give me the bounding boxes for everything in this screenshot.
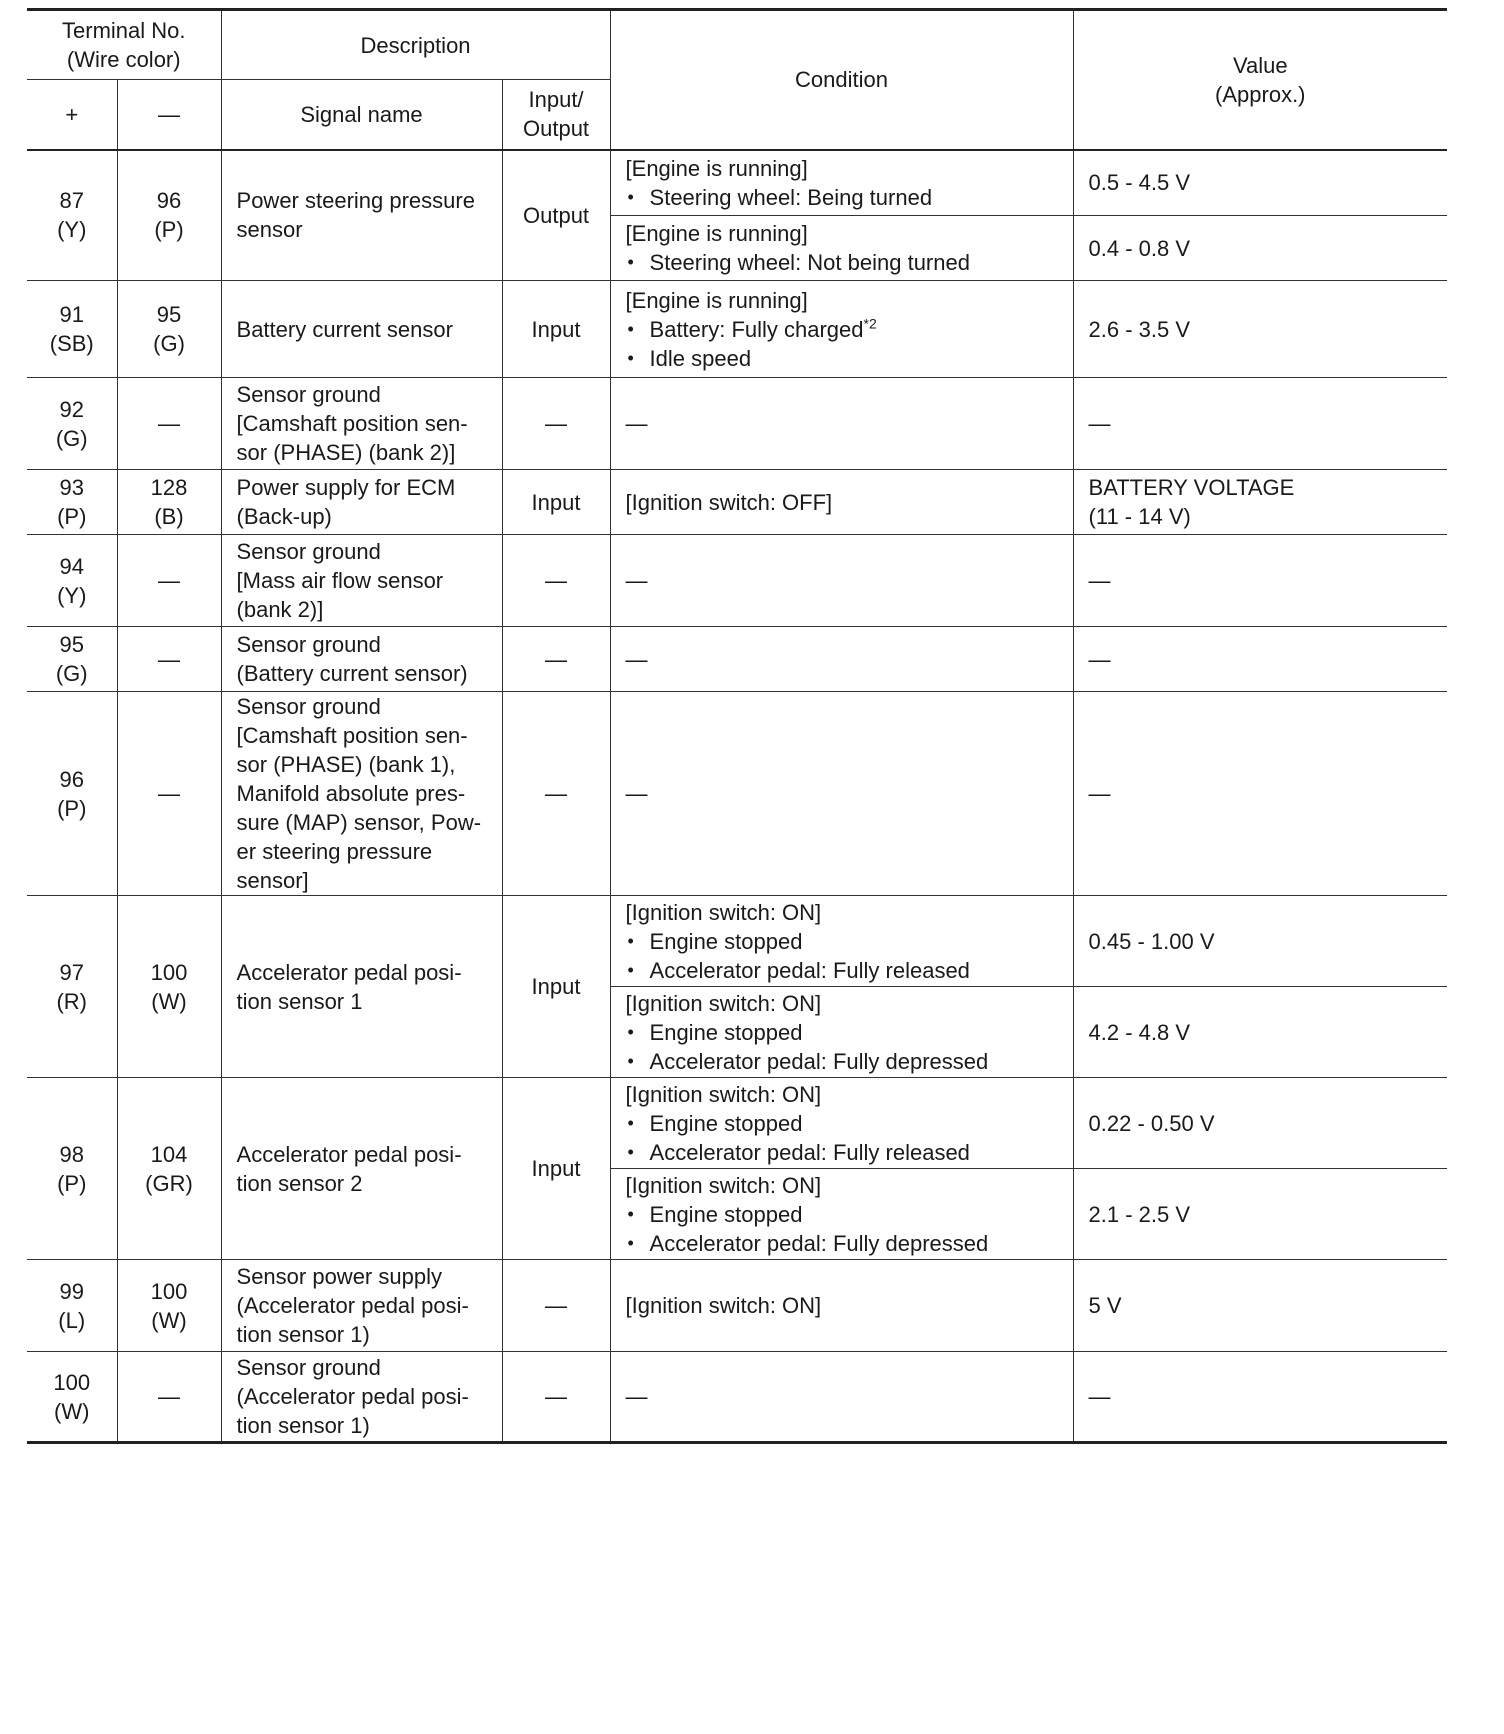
table-row — [27, 896, 1447, 987]
value-cell — [1073, 896, 1447, 987]
signal-name-line: Sensor ground — [236, 632, 381, 657]
condition-cell — [610, 896, 1073, 987]
io-cell — [502, 1078, 610, 1260]
signal-name-line: sor (PHASE) (bank 1), — [236, 752, 456, 777]
table-row — [27, 627, 1447, 692]
terminal-wire-color: (GR) — [145, 1170, 193, 1196]
terminal-number: 92 — [59, 396, 84, 422]
condition-head: [Ignition switch: ON] — [625, 1293, 822, 1318]
io-cell — [502, 470, 610, 535]
signal-name-line: er steering pressure — [236, 839, 433, 864]
terminal-header: Terminal No. (Wire color) — [27, 10, 221, 80]
condition-bullet-text: Accelerator pedal: Fully released — [649, 1139, 970, 1165]
condition-bullet-text: Engine stopped — [649, 1019, 803, 1045]
io-value: — — [545, 411, 568, 436]
io-value: Input — [531, 974, 581, 999]
signal-name-line: tion sensor 1 — [236, 988, 363, 1014]
condition-head: [Engine is running] — [625, 287, 808, 313]
terminal-number: — — [158, 646, 180, 672]
terminal-wire-color: (Y) — [57, 582, 87, 608]
condition-cell — [610, 535, 1073, 627]
signal-name-cell — [221, 150, 502, 281]
signal-name-line: Sensor ground — [236, 382, 381, 407]
condition-head: — — [625, 781, 648, 806]
signal-name-line: sensor — [236, 217, 303, 243]
signal-name-line: sensor] — [236, 868, 309, 893]
terminal-number: — — [158, 781, 180, 806]
condition-cell — [610, 1260, 1073, 1352]
value-cell — [1073, 692, 1447, 896]
table-row — [27, 535, 1447, 627]
condition-head: [Ignition switch: ON] — [625, 899, 822, 925]
terminal-number: 97 — [59, 959, 84, 985]
terminal-wire-color: (Y) — [57, 217, 87, 243]
value-cell — [1073, 1169, 1447, 1260]
value-line: 2.6 - 3.5 V — [1088, 316, 1191, 342]
terminal-plus-cell — [27, 378, 117, 470]
signal-name-cell — [221, 1260, 502, 1352]
terminal-number: 95 — [59, 632, 84, 657]
condition-bullet-text: Accelerator pedal: Fully depressed — [649, 1048, 989, 1074]
condition-cell — [610, 692, 1073, 896]
signal-name-cell — [221, 535, 502, 627]
terminal-plus-cell — [27, 535, 117, 627]
signal-name-line: (Accelerator pedal posi- — [236, 1384, 469, 1409]
value-line: 0.45 - 1.00 V — [1088, 928, 1215, 954]
terminal-number: 100 — [150, 1278, 188, 1304]
signal-name-line: [Camshaft position sen- — [236, 723, 468, 748]
terminal-plus-cell — [27, 1078, 117, 1260]
table-row — [27, 150, 1447, 216]
footnote-mark: *2 — [863, 315, 877, 332]
terminal-wire-color: (SB) — [49, 331, 94, 356]
value-line: BATTERY VOLTAGE — [1088, 475, 1295, 500]
description-header: Description — [221, 10, 610, 80]
terminal-minus-cell — [117, 378, 221, 470]
condition-bullet — [626, 927, 1058, 956]
condition-head: — — [625, 411, 648, 436]
value-cell — [1073, 378, 1447, 470]
io-header: Input/ Output — [502, 80, 610, 150]
condition-cell — [610, 627, 1073, 692]
condition-cell — [610, 1169, 1073, 1260]
terminal-number: 96 — [59, 766, 84, 792]
condition-cell — [610, 987, 1073, 1078]
condition-cell — [610, 378, 1073, 470]
io-cell — [502, 281, 610, 378]
signal-name-line: sure (MAP) sensor, Pow- — [236, 810, 482, 835]
signal-name-line: Power steering pressure — [236, 188, 475, 214]
signal-name-line: Sensor ground — [236, 694, 381, 719]
condition-head: — — [625, 646, 648, 672]
terminal-plus-cell — [27, 150, 117, 281]
condition-bullet — [626, 1138, 1058, 1167]
condition-bullet — [626, 1229, 1058, 1258]
terminal-number: — — [158, 411, 180, 436]
signal-name-line: Sensor ground — [236, 539, 381, 564]
signal-name-cell — [221, 692, 502, 896]
table-row — [27, 378, 1447, 470]
condition-bullet-text: Engine stopped — [649, 928, 803, 954]
io-value: — — [545, 646, 568, 672]
terminal-plus-cell — [27, 281, 117, 378]
signal-name-line: [Mass air flow sensor — [236, 568, 444, 593]
value-line: 0.5 - 4.5 V — [1088, 170, 1191, 196]
condition-head: [Ignition switch: ON] — [625, 1081, 822, 1107]
value-line: — — [1088, 411, 1111, 436]
condition-cell — [610, 281, 1073, 378]
signal-name-cell — [221, 896, 502, 1078]
condition-cell — [610, 1352, 1073, 1443]
condition-head: — — [625, 1384, 648, 1409]
terminal-plus-cell — [27, 1260, 117, 1352]
value-line: — — [1088, 1384, 1111, 1409]
minus-header: — — [117, 80, 221, 150]
signal-name-line: Accelerator pedal posi- — [236, 1141, 462, 1167]
terminal-number: — — [158, 568, 180, 593]
signal-name-line: sor (PHASE) (bank 2)] — [236, 440, 456, 465]
terminal-wire-color: (P) — [57, 795, 87, 821]
io-value: — — [545, 568, 568, 593]
io-value: Input — [531, 1156, 581, 1181]
io-value: — — [545, 1293, 568, 1318]
terminal-wire-color: (W) — [54, 1398, 90, 1424]
io-value: — — [545, 781, 568, 806]
terminal-minus-cell — [117, 627, 221, 692]
table-header — [27, 10, 1447, 150]
value-line: 2.1 - 2.5 V — [1088, 1201, 1191, 1227]
terminal-wire-color: (G) — [55, 425, 88, 451]
terminal-plus-cell — [27, 627, 117, 692]
signal-name-cell — [221, 1352, 502, 1443]
terminal-spec-table — [27, 8, 1447, 1444]
terminal-number: 104 — [150, 1141, 188, 1167]
signal-name-cell — [221, 281, 502, 378]
table-body — [27, 150, 1447, 1443]
terminal-minus-cell — [117, 470, 221, 535]
condition-head: [Ignition switch: ON] — [625, 1172, 822, 1198]
condition-cell — [610, 470, 1073, 535]
table-row — [27, 1260, 1447, 1352]
signal-name-line: Battery current sensor — [236, 316, 453, 342]
signal-name-cell — [221, 1078, 502, 1260]
value-line: — — [1088, 781, 1111, 806]
signal-name-line: tion sensor 1) — [236, 1322, 370, 1347]
condition-cell — [610, 150, 1073, 216]
condition-bullet — [626, 344, 1058, 373]
io-value: Output — [523, 202, 590, 228]
condition-bullet-text: Engine stopped — [649, 1110, 803, 1136]
table-row — [27, 1078, 1447, 1169]
condition-bullet — [626, 1200, 1058, 1229]
io-cell — [502, 692, 610, 896]
terminal-plus-cell — [27, 692, 117, 896]
signal-name-line: Accelerator pedal posi- — [236, 959, 462, 985]
signal-name-line: Manifold absolute pres- — [236, 781, 466, 806]
value-line: 0.22 - 0.50 V — [1088, 1110, 1215, 1136]
table-row — [27, 281, 1447, 378]
value-cell — [1073, 1078, 1447, 1169]
condition-head: [Engine is running] — [625, 155, 808, 181]
value-line: — — [1088, 568, 1111, 593]
value-cell — [1073, 987, 1447, 1078]
value-cell — [1073, 150, 1447, 216]
signal-name-line: (Accelerator pedal posi- — [236, 1293, 469, 1318]
io-value: — — [545, 1384, 568, 1409]
value-line: 4.2 - 4.8 V — [1088, 1019, 1191, 1045]
terminal-number: — — [158, 1384, 180, 1409]
condition-bullet — [626, 248, 1058, 277]
plus-header: + — [27, 80, 117, 150]
value-cell — [1073, 1260, 1447, 1352]
terminal-number: 99 — [59, 1278, 84, 1304]
terminal-number: 100 — [150, 959, 188, 985]
condition-bullet-text: Battery: Fully charged — [649, 316, 864, 342]
condition-head: [Ignition switch: ON] — [625, 990, 822, 1016]
table-row — [27, 1352, 1447, 1443]
signal-name-line: Power supply for ECM — [236, 475, 456, 500]
io-cell — [502, 627, 610, 692]
value-cell — [1073, 216, 1447, 281]
terminal-number: 100 — [53, 1369, 91, 1395]
terminal-wire-color: (G) — [153, 331, 185, 356]
signal-name-line: (bank 2)] — [236, 597, 324, 622]
terminal-number: 96 — [156, 188, 182, 214]
value-line: 0.4 - 0.8 V — [1088, 235, 1191, 261]
condition-bullet — [626, 183, 1058, 212]
signal-name-line: tion sensor 1) — [236, 1413, 370, 1438]
terminal-wire-color: (W) — [151, 988, 187, 1014]
condition-bullet — [626, 1018, 1058, 1047]
value-header: Value (Approx.) — [1073, 10, 1447, 150]
condition-cell — [610, 216, 1073, 281]
io-value: Input — [531, 489, 581, 515]
terminal-wire-color: (W) — [151, 1307, 187, 1333]
condition-head: — — [625, 568, 648, 593]
condition-bullet-text: Accelerator pedal: Fully depressed — [649, 1230, 989, 1256]
terminal-number: 91 — [59, 302, 84, 327]
terminal-plus-cell — [27, 470, 117, 535]
io-cell — [502, 378, 610, 470]
terminal-number: 128 — [150, 475, 188, 500]
condition-bullet-text: Steering wheel: Not being turned — [649, 250, 970, 275]
condition-bullet — [626, 1109, 1058, 1138]
value-cell — [1073, 1352, 1447, 1443]
terminal-number: 93 — [59, 475, 84, 500]
condition-bullet — [626, 956, 1058, 985]
io-cell — [502, 150, 610, 281]
io-cell — [502, 896, 610, 1078]
terminal-minus-cell — [117, 281, 221, 378]
condition-head: [Engine is running] — [625, 221, 808, 246]
terminal-minus-cell — [117, 1078, 221, 1260]
terminal-minus-cell — [117, 1352, 221, 1443]
value-line: (11 - 14 V) — [1088, 504, 1191, 529]
io-cell — [502, 535, 610, 627]
condition-bullet-text: Engine stopped — [649, 1201, 803, 1227]
terminal-wire-color: (P) — [57, 504, 87, 529]
condition-bullet — [626, 1047, 1058, 1076]
condition-header: Condition — [610, 10, 1073, 150]
terminal-plus-cell — [27, 1352, 117, 1443]
condition-bullet — [626, 315, 1058, 344]
terminal-wire-color: (G) — [55, 661, 88, 686]
terminal-plus-cell — [27, 896, 117, 1078]
signal-name-line: [Camshaft position sen- — [236, 411, 468, 436]
terminal-minus-cell — [117, 150, 221, 281]
value-cell — [1073, 627, 1447, 692]
table-row — [27, 692, 1447, 896]
terminal-minus-cell — [117, 1260, 221, 1352]
signal-name-header: Signal name — [221, 80, 502, 150]
value-line: 5 V — [1088, 1293, 1122, 1318]
terminal-wire-color: (P) — [154, 217, 184, 243]
table-row — [27, 470, 1447, 535]
value-line: — — [1088, 646, 1111, 672]
terminal-minus-cell — [117, 896, 221, 1078]
signal-name-line: tion sensor 2 — [236, 1170, 363, 1196]
condition-bullet-text: Idle speed — [649, 345, 752, 371]
terminal-number: 95 — [156, 302, 182, 327]
value-cell — [1073, 281, 1447, 378]
terminal-minus-cell — [117, 692, 221, 896]
signal-name-cell — [221, 378, 502, 470]
terminal-number: 87 — [59, 188, 84, 214]
terminal-minus-cell — [117, 535, 221, 627]
io-cell — [502, 1352, 610, 1443]
signal-name-line: (Battery current sensor) — [236, 661, 468, 686]
terminal-wire-color: (L) — [58, 1307, 86, 1333]
terminal-wire-color: (P) — [57, 1170, 87, 1196]
io-value: Input — [531, 316, 581, 342]
signal-name-line: Sensor ground — [236, 1355, 381, 1380]
condition-cell — [610, 1078, 1073, 1169]
condition-bullet-text: Accelerator pedal: Fully released — [649, 957, 970, 983]
condition-head: [Ignition switch: OFF] — [625, 489, 833, 515]
io-cell — [502, 1260, 610, 1352]
condition-bullet-text: Steering wheel: Being turned — [649, 184, 933, 210]
signal-name-cell — [221, 470, 502, 535]
signal-name-line: (Back-up) — [236, 504, 332, 529]
terminal-number: 98 — [59, 1141, 84, 1167]
signal-name-cell — [221, 627, 502, 692]
terminal-wire-color: (R) — [56, 988, 88, 1014]
value-cell — [1073, 470, 1447, 535]
terminal-number: 94 — [59, 553, 84, 579]
signal-name-line: Sensor power supply — [236, 1264, 442, 1289]
value-cell — [1073, 535, 1447, 627]
terminal-wire-color: (B) — [154, 504, 184, 529]
